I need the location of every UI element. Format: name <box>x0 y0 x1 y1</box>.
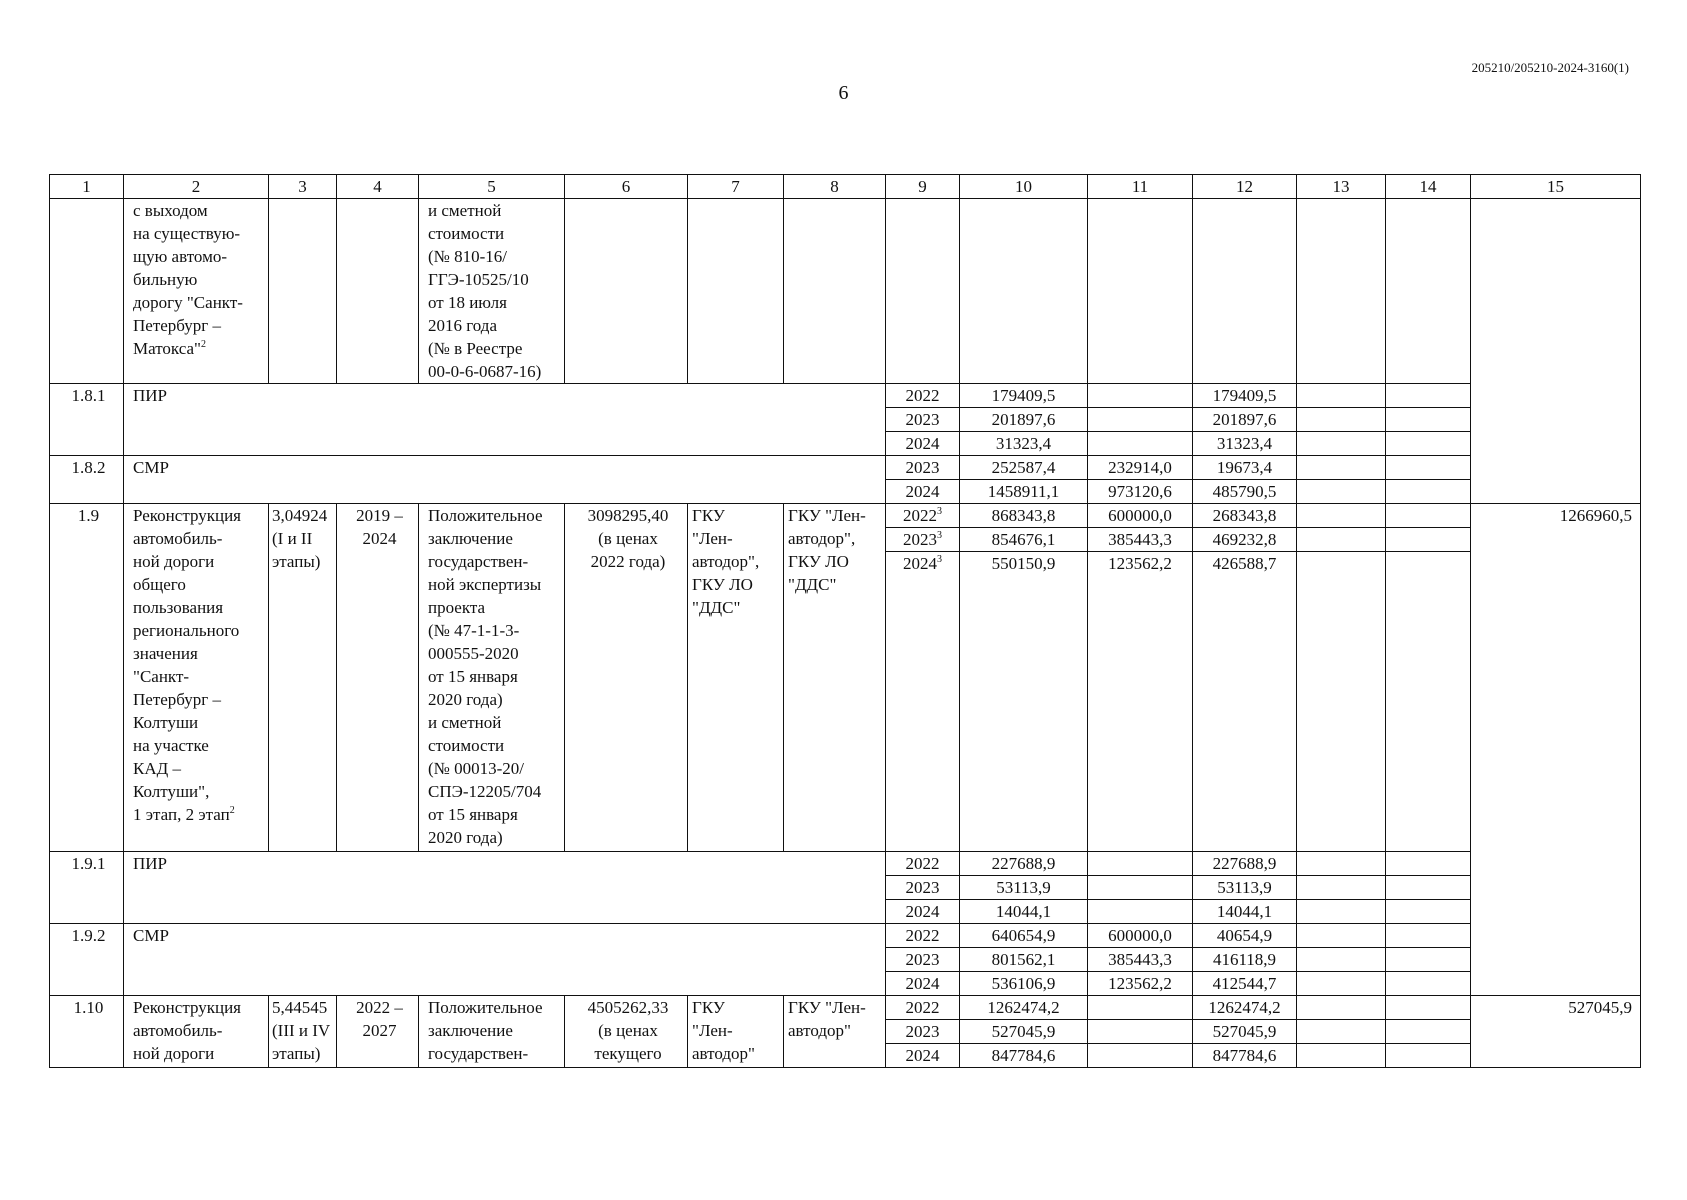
column-number: 9 <box>886 175 960 199</box>
amount-regional: 469232,8 <box>1193 528 1297 552</box>
amount-regional: 40654,9 <box>1193 924 1297 948</box>
amount-federal: 973120,6 <box>1088 480 1193 504</box>
amount-regional: 201897,6 <box>1193 408 1297 432</box>
amount-regional: 19673,4 <box>1193 456 1297 480</box>
table-row-object <box>50 504 1641 528</box>
amount-total: 31323,4 <box>960 432 1088 456</box>
amount-federal: 600000,0 <box>1088 924 1193 948</box>
amount-total: 201897,6 <box>960 408 1088 432</box>
amount-regional: 485790,5 <box>1193 480 1297 504</box>
amount-total: 550150,9 <box>960 552 1088 852</box>
amount-federal <box>1088 900 1193 924</box>
document-id: 205210/205210-2024-3160(1) <box>1471 60 1629 75</box>
year-cell: 2024 <box>886 972 960 996</box>
column-number: 2 <box>124 175 269 199</box>
amount-federal <box>1088 852 1193 876</box>
column-number: 3 <box>269 175 337 199</box>
period-cell: 2022 – 2027 <box>337 996 419 1068</box>
amount-after-2024: 527045,9 <box>1471 996 1641 1068</box>
column-number: 12 <box>1193 175 1297 199</box>
page-number: 6 <box>838 82 849 104</box>
amount-total: 1262474,2 <box>960 996 1088 1020</box>
table-row <box>50 852 1641 876</box>
amount-total: 1458911,1 <box>960 480 1088 504</box>
year-cell: 2024 <box>886 900 960 924</box>
amount-total: 252587,4 <box>960 456 1088 480</box>
year-cell: 2023$^3$ <box>886 528 960 552</box>
column-number: 7 <box>688 175 784 199</box>
table-row <box>50 384 1641 408</box>
amount-federal: 385443,3 <box>1088 528 1193 552</box>
amount-regional: 179409,5 <box>1193 384 1297 408</box>
column-number: 10 <box>960 175 1088 199</box>
amount-federal <box>1088 996 1193 1020</box>
amount-regional: 426588,7 <box>1193 552 1297 852</box>
row-number: 1.8.1 <box>50 384 124 456</box>
stage-label: ПИР <box>124 384 886 456</box>
column-number: 8 <box>784 175 886 199</box>
developer-cell: ГКУ "Лен- автодор" <box>784 996 886 1068</box>
year-cell: 2022 <box>886 996 960 1020</box>
year-cell: 2022 <box>886 852 960 876</box>
column-number: 14 <box>1386 175 1471 199</box>
expertise-cell: и сметной стоимости (№ 810-16/ ГГЭ-10525/10 от 18 июля 2016 года (№ в Реестре 00-0-6-0687-16) <box>419 199 565 384</box>
amount-total: 179409,5 <box>960 384 1088 408</box>
expertise-cell: Положительное заключение государствен- ной экспертизы проекта (№ 47-1-1-3- 000555-2020 от 15 января 2020 года) и сметной стоимости (№ 00013-20/ СПЭ-12205/704 от 15 января 2020 года) <box>419 504 565 852</box>
developer-cell: ГКУ "Лен- автодор", ГКУ ЛО "ДДС" <box>784 504 886 852</box>
stage-label: ПИР <box>124 852 886 924</box>
table-row-object <box>50 996 1641 1020</box>
amount-total: 868343,8 <box>960 504 1088 528</box>
column-number: 6 <box>565 175 688 199</box>
amount-total: 801562,1 <box>960 948 1088 972</box>
amount-federal <box>1088 408 1193 432</box>
column-number: 11 <box>1088 175 1193 199</box>
object-name-cell: с выходом на существую- щую автомо- бильную дорогу "Санкт- Петербург – Матокса"$^2$ <box>124 199 269 384</box>
amount-regional: 31323,4 <box>1193 432 1297 456</box>
amount-federal: 600000,0 <box>1088 504 1193 528</box>
period-cell: 2019 – 2024 <box>337 504 419 852</box>
length-cell: 5,44545 (III и IV этапы) <box>269 996 337 1068</box>
row-number: 1.8.2 <box>50 456 124 504</box>
amount-federal: 385443,3 <box>1088 948 1193 972</box>
table-row-continuation <box>50 199 1641 384</box>
amount-total: 854676,1 <box>960 528 1088 552</box>
program-table <box>49 174 1641 1068</box>
amount-regional: 1262474,2 <box>1193 996 1297 1020</box>
year-cell: 2023 <box>886 876 960 900</box>
row-number: 1.9.1 <box>50 852 124 924</box>
length-cell: 3,04924 (I и II этапы) <box>269 504 337 852</box>
amount-total: 536106,9 <box>960 972 1088 996</box>
row-number: 1.9 <box>50 504 124 852</box>
object-name-cell: Реконструкция автомобиль- ной дороги общего пользования регионального значения "Санкт- Петербург – Колтуши на участке КАД – Колтуши", 1 этап, 2 этап$^2$ <box>124 504 269 852</box>
table-row <box>50 456 1641 480</box>
year-cell: 2023 <box>886 408 960 432</box>
year-cell: 2022 <box>886 384 960 408</box>
column-number: 4 <box>337 175 419 199</box>
amount-regional: 847784,6 <box>1193 1044 1297 1068</box>
stage-label: СМР <box>124 924 886 996</box>
cost-cell: 4505262,33 (в ценах текущего <box>565 996 688 1068</box>
column-number: 1 <box>50 175 124 199</box>
year-cell: 2022$^3$ <box>886 504 960 528</box>
amount-federal <box>1088 384 1193 408</box>
column-number: 5 <box>419 175 565 199</box>
customer-cell: ГКУ "Лен- автодор" <box>688 996 784 1068</box>
amount-regional: 527045,9 <box>1193 1020 1297 1044</box>
expertise-cell: Положительное заключение государствен- <box>419 996 565 1068</box>
amount-federal: 123562,2 <box>1088 552 1193 852</box>
amount-regional: 268343,8 <box>1193 504 1297 528</box>
row-number: 1.9.2 <box>50 924 124 996</box>
year-cell: 2023 <box>886 948 960 972</box>
amount-regional: 14044,1 <box>1193 900 1297 924</box>
amount-regional: 412544,7 <box>1193 972 1297 996</box>
amount-regional: 227688,9 <box>1193 852 1297 876</box>
customer-cell: ГКУ "Лен- автодор", ГКУ ЛО "ДДС" <box>688 504 784 852</box>
amount-total: 53113,9 <box>960 876 1088 900</box>
year-cell: 2023 <box>886 456 960 480</box>
amount-total: 527045,9 <box>960 1020 1088 1044</box>
stage-label: СМР <box>124 456 886 504</box>
amount-federal <box>1088 1020 1193 1044</box>
column-number: 13 <box>1297 175 1386 199</box>
year-cell: 2024 <box>886 480 960 504</box>
amount-federal <box>1088 1044 1193 1068</box>
year-cell: 2024 <box>886 1044 960 1068</box>
cost-cell: 3098295,40 (в ценах 2022 года) <box>565 504 688 852</box>
column-number-row <box>50 175 1641 199</box>
amount-federal <box>1088 432 1193 456</box>
amount-federal: 123562,2 <box>1088 972 1193 996</box>
year-cell: 2022 <box>886 924 960 948</box>
amount-total: 847784,6 <box>960 1044 1088 1068</box>
year-cell: 2024$^3$ <box>886 552 960 852</box>
row-number: 1.10 <box>50 996 124 1068</box>
column-number: 15 <box>1471 175 1641 199</box>
amount-total: 227688,9 <box>960 852 1088 876</box>
amount-total: 640654,9 <box>960 924 1088 948</box>
year-cell: 2024 <box>886 432 960 456</box>
amount-federal <box>1088 876 1193 900</box>
amount-regional: 416118,9 <box>1193 948 1297 972</box>
object-name-cell: Реконструкция автомобиль- ной дороги <box>124 996 269 1068</box>
year-cell: 2023 <box>886 1020 960 1044</box>
amount-total: 14044,1 <box>960 900 1088 924</box>
amount-federal: 232914,0 <box>1088 456 1193 480</box>
table-row <box>50 924 1641 948</box>
amount-regional: 53113,9 <box>1193 876 1297 900</box>
amount-after-2024: 1266960,5 <box>1471 504 1641 996</box>
